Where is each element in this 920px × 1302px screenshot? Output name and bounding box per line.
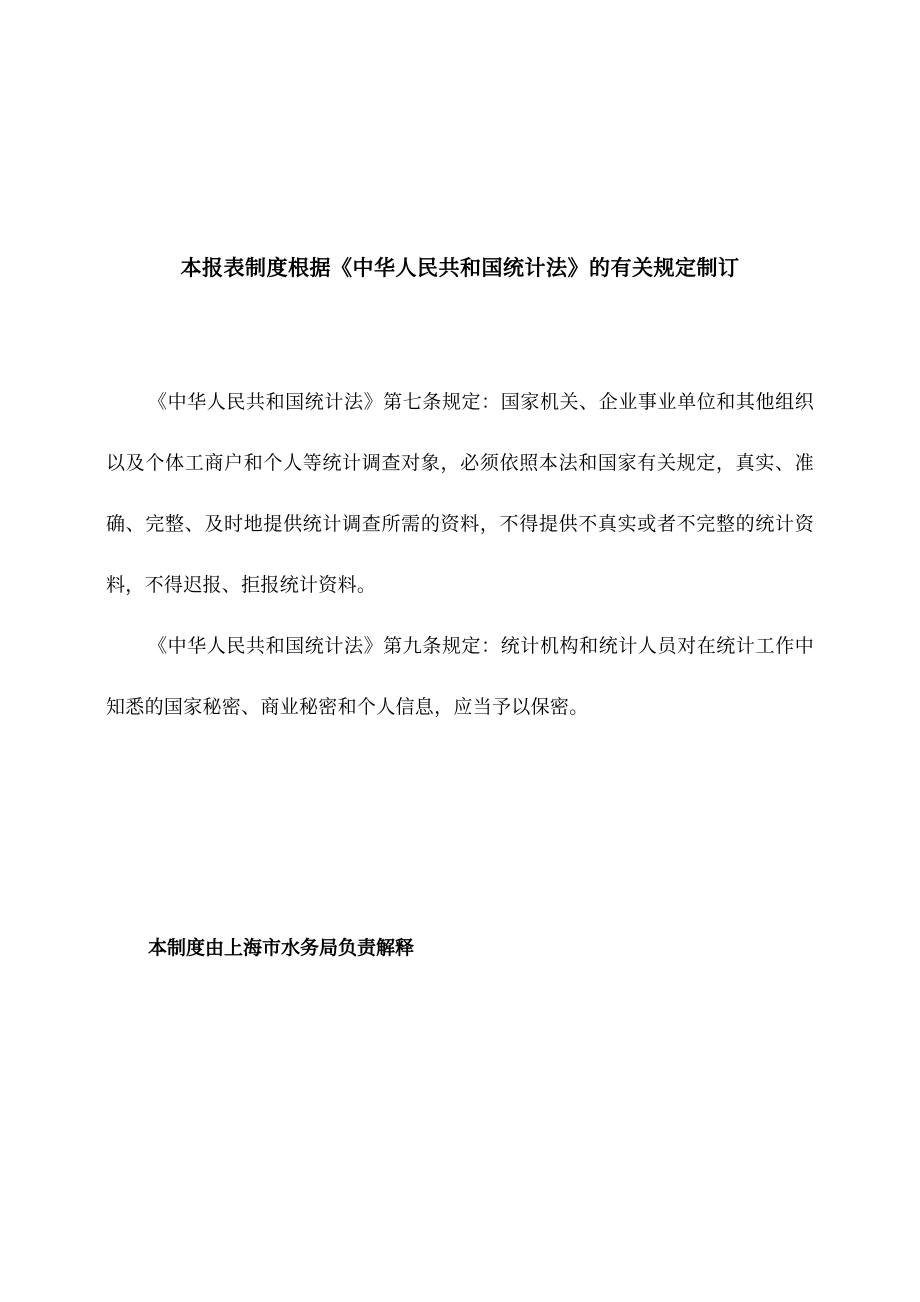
statute-excerpt (106, 372, 814, 738)
paragraph-article-7: 《中华人民共和国统计法》第七条规定：国家机关、企业事业单位和其他组织以及个体工商户和个人等统计调查对象，必须依照本法和国家有关规定，真实、准确、完整、及时地提供统计调查所需的资料，不得提供不真实或者不完整的统计资料，不得迟报、拒报统计资料。 (106, 391, 814, 596)
document-title: 本报表制度根据《中华人民共和国统计法》的有关规定制订 (180, 256, 740, 280)
interpretation-note: 本制度由上海市水务局负责解释 (148, 937, 415, 959)
paragraph-article-9: 《中华人民共和国统计法》第九条规定：统计机构和统计人员对在统计工作中知悉的国家秘密、商业秘密和个人信息，应当予以保密。 (106, 635, 814, 718)
